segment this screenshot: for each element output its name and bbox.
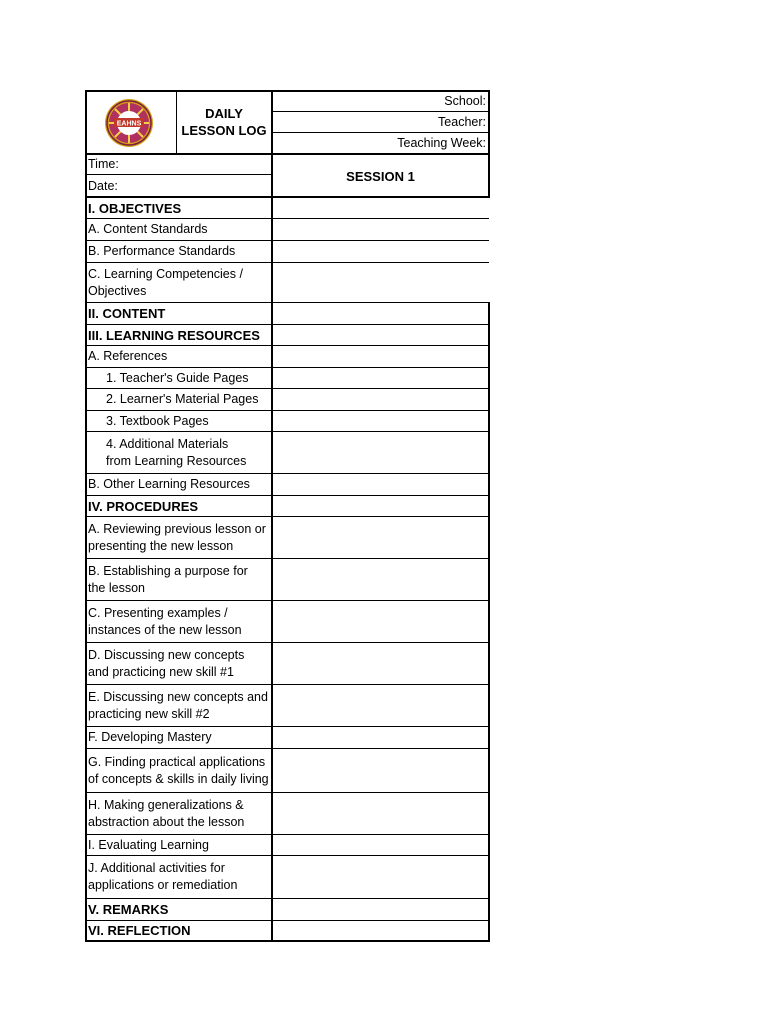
row-content-standards: A. Content Standards: [88, 222, 208, 236]
row-line: [272, 218, 489, 219]
row-line: [272, 726, 489, 727]
row-remarks: V. REMARKS: [88, 902, 169, 917]
right-border: [488, 302, 490, 942]
row-line: [272, 834, 489, 835]
row-reflection: VI. REFLECTION: [88, 923, 191, 938]
row-content: II. CONTENT: [88, 306, 166, 321]
row-proc-i: I. Evaluating Learning: [88, 837, 209, 852]
row-proc-b: B. Establishing a purpose for the lesson: [88, 563, 248, 595]
title-line2: LESSON LOG: [181, 123, 267, 138]
row-proc-h: H. Making generalizations & abstraction about the lesson: [88, 797, 245, 829]
bottom-border: [85, 940, 490, 942]
row-line: [272, 324, 489, 325]
row-procedures: IV. PROCEDURES: [88, 498, 199, 514]
row-line: [272, 410, 489, 411]
row-proc-e: E. Discussing new concepts and practicing new skill #2: [88, 689, 268, 721]
row-tg-pages: 1. Teacher's Guide Pages: [106, 370, 249, 385]
row-proc-a: A. Reviewing previous lesson or presenting the new lesson: [88, 521, 266, 553]
row-line: [272, 558, 489, 559]
row-line: [272, 302, 489, 303]
row-line: [272, 792, 489, 793]
date-label: Date:: [88, 178, 118, 193]
row-lm-pages: 2. Learner's Material Pages: [106, 392, 259, 406]
row-line: [272, 431, 489, 432]
row-references: A. References: [88, 349, 168, 363]
row-competencies: C. Learning Competencies / Objectives: [88, 266, 243, 298]
row-line: [272, 920, 489, 921]
row-other-resources: B. Other Learning Resources: [88, 477, 250, 491]
row-line: [272, 240, 489, 241]
row-line: [272, 473, 489, 474]
teacher-label: Teacher:: [438, 114, 486, 129]
row-performance-standards: B. Performance Standards: [88, 244, 236, 258]
row-line: [272, 855, 489, 856]
row-proc-c: C. Presenting examples / instances of the new lesson: [88, 605, 242, 637]
row-resources: III. LEARNING RESOURCES: [88, 327, 260, 343]
row-line: [272, 495, 489, 496]
week-label: Teaching Week:: [397, 135, 486, 150]
row-line: [272, 516, 489, 517]
logo-text: EAHNS: [116, 120, 142, 128]
school-logo-icon: [97, 96, 161, 150]
row-textbook-pages: 3. Textbook Pages: [106, 413, 209, 428]
row-line: [272, 388, 489, 389]
row-proc-j: J. Additional activities for applications or remediation: [88, 861, 238, 892]
title-line1: DAILY: [205, 106, 243, 121]
session-label: SESSION 1: [346, 168, 415, 184]
row-line: [272, 642, 489, 643]
time-label: Time:: [88, 157, 119, 171]
row-proc-g: G. Finding practical applications of concepts & skills in daily living: [88, 754, 269, 786]
row-objectives: I. OBJECTIVES: [88, 200, 182, 216]
row-additional-materials: 4. Additional Materials from Learning Resources: [106, 436, 247, 468]
row-line: [272, 684, 489, 685]
row-line: [272, 898, 489, 899]
row-proc-f: F. Developing Mastery: [88, 730, 212, 744]
row-line: [272, 367, 489, 368]
row-line: [272, 262, 489, 263]
row-line: [272, 345, 489, 346]
row-line: [272, 600, 489, 601]
row-proc-d: D. Discussing new concepts and practicing new skill #1: [88, 647, 245, 679]
school-label: School:: [444, 94, 486, 108]
row-line: [272, 748, 489, 749]
